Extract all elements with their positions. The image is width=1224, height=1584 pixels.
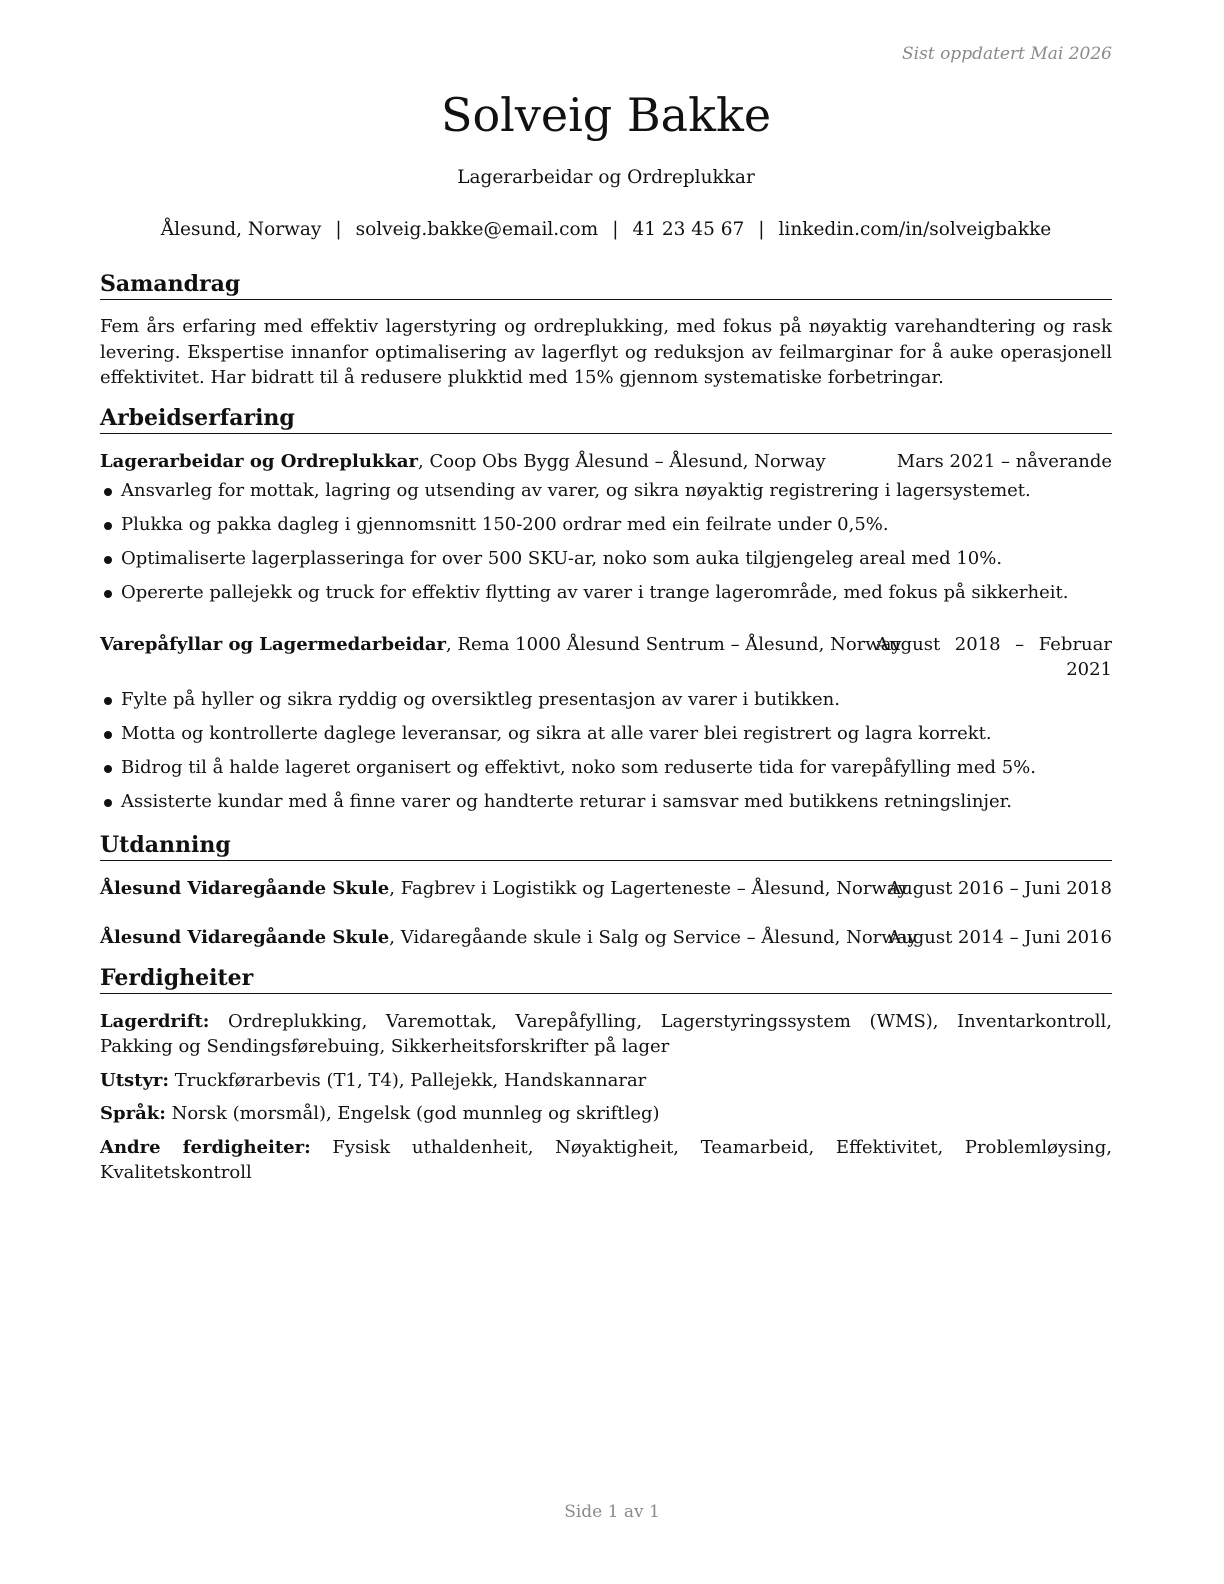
summary-text: Fem års erfaring med effektiv lagerstyring og ordreplukking, med fokus på nøyaktig varehandtering og rask levering. Ekspertise innanfor optimalisering av lagerflyt og reduksjon av feilmarginar for å auke operasjonell effektivitet. Har bidratt til å redusere plukktid med 15% gjennom systematiske forbetringar.: [100, 316, 1112, 388]
education-item: [100, 876, 1112, 901]
candidate-role: Lagerarbeidar og Ordreplukkar: [457, 167, 755, 188]
candidate-name: Solveig Bakke: [440, 88, 772, 142]
skill-label: Utstyr:: [100, 1070, 170, 1091]
skill-row: [100, 1101, 1112, 1126]
skill-label: Språk:: [100, 1103, 166, 1124]
list-item: Assisterte kundar med å finne varer og handterte returar i samsvar med butikkens retningslinjer.: [100, 790, 1112, 824]
skill-row: [100, 1135, 1112, 1185]
contact-line: [100, 219, 1112, 240]
list-item: Plukka og pakka dagleg i gjennomsnitt 150-200 ordrar med ein feilrate under 0,5%.: [100, 513, 1112, 547]
bullet-icon: [104, 799, 112, 807]
skill-value: Fysisk uthaldenheit, Nøyaktigheit, Teamarbeid, Effektivitet, Problemløysing, Kvalitetskontroll: [100, 1137, 1112, 1183]
bullet-icon: [104, 556, 112, 564]
list-item: Ansvarleg for mottak, lagring og utsending av varer, og sikra nøyaktig registrering i lagersystemet.: [100, 479, 1112, 513]
skill-value: Ordreplukking, Varemottak, Varepåfylling, Lagerstyringssystem (WMS), Inventarkontroll, Pakking og Sendingsførebuing, Sikkerheitsforskrifter på lager: [100, 1011, 1112, 1057]
bullet-icon: [104, 488, 112, 496]
section-title-experience: Arbeidserfaring: [100, 404, 1112, 434]
bullet-icon: [104, 697, 112, 705]
list-item: Opererte pallejekk og truck for effektiv flytting av varer i trange lagerområde, med fokus på sikkerheit.: [100, 581, 1112, 615]
education-school: Ålesund Vidaregåande Skule: [100, 927, 390, 948]
education-dates: August 2016 – Juni 2018: [888, 878, 1112, 899]
job-bullets: [100, 688, 1112, 824]
section-title-summary: Samandrag: [100, 270, 1112, 300]
contact-separator: |: [758, 219, 765, 240]
section-title-skills: Ferdigheiter: [100, 964, 1112, 994]
skill-label: Andre ferdigheiter:: [100, 1137, 311, 1158]
skill-label: Lagerdrift:: [100, 1011, 210, 1032]
skill-value: Norsk (morsmål), Engelsk (god munnleg og skriftleg): [165, 1103, 660, 1124]
bullet-icon: [104, 522, 112, 530]
job-details: , Coop Obs Bygg Ålesund – Ålesund, Norway: [418, 451, 826, 472]
list-item: Fylte på hyller og sikra ryddig og oversiktleg presentasjon av varer i butikken.: [100, 688, 1112, 722]
bullet-icon: [104, 590, 112, 598]
bullet-icon: [104, 765, 112, 773]
contact-separator: |: [612, 219, 619, 240]
skill-row: [100, 1068, 1112, 1093]
job-header: [100, 449, 1112, 474]
list-item: Bidrog til å halde lageret organisert og effektivt, noko som reduserte tida for varepåfylling med 5%.: [100, 756, 1112, 790]
section-title-education: Utdanning: [100, 831, 1112, 861]
skill-row: [100, 1009, 1112, 1059]
education-details: , Fagbrev i Logistikk og Lagerteneste – Ålesund, Norway: [389, 878, 908, 899]
job-details: , Rema 1000 Ålesund Sentrum – Ålesund, Norway: [446, 634, 902, 655]
contact-phone: 41 23 45 67: [632, 219, 745, 240]
contact-separator: |: [335, 219, 342, 240]
list-item: Optimaliserte lagerplasseringa for over 500 SKU-ar, noko som auka tilgjengeleg areal med 10%.: [100, 547, 1112, 581]
job-position: Lagerarbeidar og Ordreplukkar: [100, 451, 419, 472]
contact-linkedin[interactable]: linkedin.com/in/solveigbakke: [778, 219, 1052, 240]
contact-email[interactable]: solveig.bakke@email.com: [355, 219, 599, 240]
education-details: , Vidaregåande skule i Salg og Service – Ålesund, Norway: [389, 927, 918, 948]
education-school: Ålesund Vidaregåande Skule: [100, 878, 390, 899]
bullet-icon: [104, 731, 112, 739]
last-updated: Sist oppdatert Mai 2026: [902, 44, 1112, 64]
education-item: [100, 925, 1112, 950]
list-item: Motta og kontrollerte daglege leveransar, og sikra at alle varer blei registrert og lagra korrekt.: [100, 722, 1112, 756]
page-number: Side 1 av 1: [564, 1502, 660, 1522]
job-dates: Mars 2021 – nåverande: [896, 451, 1112, 472]
contact-location: Ålesund, Norway: [160, 219, 322, 240]
education-dates: August 2014 – Juni 2016: [888, 927, 1112, 948]
job-dates: August 2018 – Februar 2021: [876, 634, 1112, 680]
job-bullets: [100, 479, 1112, 615]
job-position: Varepåfyllar og Lagermedarbeidar: [100, 634, 446, 655]
job-header: [100, 632, 1112, 682]
skill-value: Truckførarbevis (T1, T4), Pallejekk, Handskannarar: [169, 1070, 647, 1091]
